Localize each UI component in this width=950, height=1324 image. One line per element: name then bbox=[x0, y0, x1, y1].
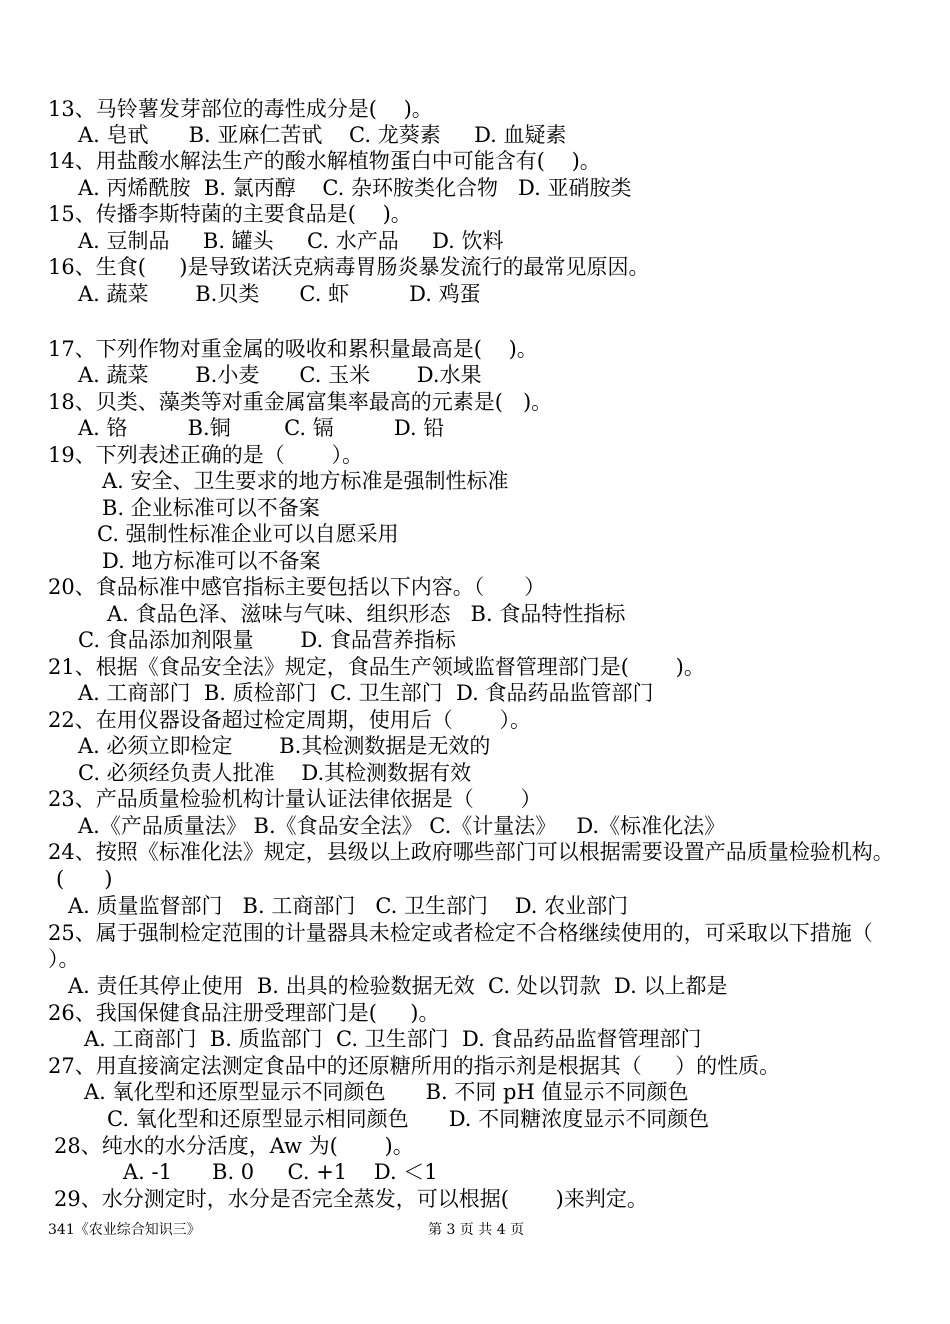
question-20-options-cd: C. 食品添加剂限量 D. 食品营养指标 bbox=[78, 628, 456, 652]
footer-exam-title: 341《农业综合知识三》 bbox=[48, 1222, 201, 1238]
question-27-options-ab: A. 氧化型和还原型显示不同颜色 B. 不同 pH 值显示不同颜色 bbox=[84, 1080, 689, 1104]
question-18: 18、贝类、藻类等对重金属富集率最高的元素是( )。 bbox=[48, 390, 553, 414]
question-16: 16、生食( )是导致诺沃克病毒胃肠炎暴发流行的最常见原因。 bbox=[48, 255, 650, 279]
question-25-options: A. 责任其停止使用 B. 出具的检验数据无效 C. 处以罚款 D. 以上都是 bbox=[68, 974, 728, 998]
question-19: 19、下列表述正确的是（ ）。 bbox=[48, 443, 363, 467]
question-24-blank: ( ) bbox=[56, 867, 113, 891]
question-18-options: A. 铬 B.铜 C. 镉 D. 铅 bbox=[78, 416, 445, 440]
question-29: 29、水分测定时，水分是否完全蒸发，可以根据( )来判定。 bbox=[54, 1187, 648, 1211]
question-24: 24、按照《标准化法》规定，县级以上政府哪些部门可以根据需要设置产品质量检验机构。 bbox=[48, 840, 894, 864]
question-25: 25、属于强制检定范围的计量器具未检定或者检定不合格继续使用的，可采取以下措施（ bbox=[48, 921, 873, 945]
footer-page-number: 第 3 页 共 4 页 bbox=[428, 1222, 525, 1238]
question-22: 22、在用仪器设备超过检定周期，使用后（ ）。 bbox=[48, 708, 531, 732]
question-13: 13、马铃薯发芽部位的毒性成分是( )。 bbox=[48, 97, 433, 121]
question-21: 21、根据《食品安全法》规定，食品生产领域监督管理部门是( )。 bbox=[48, 655, 705, 679]
question-28-options: A. -1 B. 0 C. +1 D. ＜1 bbox=[123, 1160, 438, 1184]
question-22-options-ab: A. 必须立即检定 B.其检测数据是无效的 bbox=[78, 734, 491, 758]
question-23-options: A.《产品质量法》 B.《食品安全法》 C.《计量法》 D.《标准化法》 bbox=[78, 814, 726, 838]
question-24-options: A. 质量监督部门 B. 工商部门 C. 卫生部门 D. 农业部门 bbox=[68, 894, 629, 918]
question-26: 26、我国保健食品注册受理部门是( )。 bbox=[48, 1001, 440, 1025]
question-13-options: A. 皂甙 B. 亚麻仁苦甙 C. 龙葵素 D. 血疑素 bbox=[78, 123, 567, 147]
question-28: 28、纯水的水分活度，Aw 为( )。 bbox=[54, 1134, 414, 1158]
question-17-options: A. 蔬菜 B.小麦 C. 玉米 D.水果 bbox=[78, 363, 482, 387]
question-17: 17、下列作物对重金属的吸收和累积量最高是( )。 bbox=[48, 337, 538, 361]
question-20: 20、食品标准中感官指标主要包括以下内容。（ ） bbox=[48, 575, 546, 599]
question-27-options-cd: C. 氧化型和还原型显示相同颜色 D. 不同糖浓度显示不同颜色 bbox=[107, 1107, 710, 1131]
question-23: 23、产品质量检验机构计量认证法律依据是（ ） bbox=[48, 787, 542, 811]
question-14: 14、用盐酸水解法生产的酸水解植物蛋白中可能含有( )。 bbox=[48, 149, 601, 173]
question-22-options-cd: C. 必须经负责人批准 D.其检测数据有效 bbox=[78, 761, 472, 785]
question-16-options: A. 蔬菜 B.贝类 C. 虾 D. 鸡蛋 bbox=[78, 282, 481, 306]
question-19-option-b: B. 企业标准可以不备案 bbox=[102, 496, 320, 520]
question-14-options: A. 丙烯酰胺 B. 氯丙醇 C. 杂环胺类化合物 D. 亚硝胺类 bbox=[78, 176, 632, 200]
question-19-option-c: C. 强制性标准企业可以自愿采用 bbox=[97, 522, 399, 546]
question-20-options-ab: A. 食品色泽、滋味与气味、组织形态 B. 食品特性指标 bbox=[107, 602, 626, 626]
question-27: 27、用直接滴定法测定食品中的还原糖所用的指示剂是根据其（ ）的性质。 bbox=[48, 1054, 781, 1078]
question-19-option-d: D. 地方标准可以不备案 bbox=[102, 549, 321, 573]
question-21-options: A. 工商部门 B. 质检部门 C. 卫生部门 D. 食品药品监管部门 bbox=[78, 681, 654, 705]
question-15-options: A. 豆制品 B. 罐头 C. 水产品 D. 饮料 bbox=[78, 229, 504, 253]
question-26-options: A. 工商部门 B. 质监部门 C. 卫生部门 D. 食品药品监督管理部门 bbox=[84, 1027, 702, 1051]
question-25-blank: ）。 bbox=[48, 947, 80, 971]
question-19-option-a: A. 安全、卫生要求的地方标准是强制性标准 bbox=[102, 469, 509, 493]
question-15: 15、传播李斯特菌的主要食品是( )。 bbox=[48, 202, 412, 226]
